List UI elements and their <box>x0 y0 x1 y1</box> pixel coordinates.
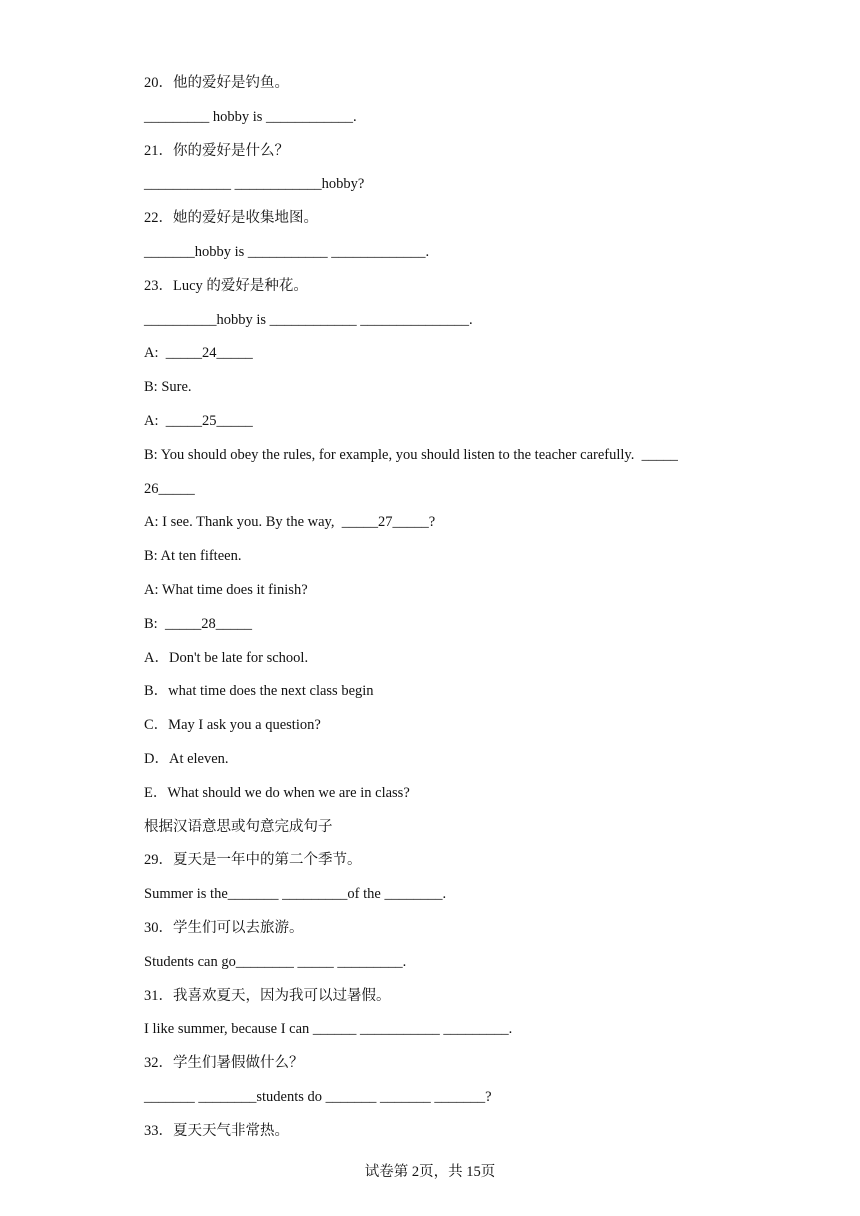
text-line: ____________ ____________hobby? <box>144 176 365 193</box>
text-line: _________ hobby is ____________. <box>144 108 357 125</box>
text-line: 26_____ <box>144 480 195 497</box>
text-line: B: Sure. <box>144 379 192 396</box>
text-line: B．what time does the next class begin <box>144 683 374 700</box>
text-line: A: _____25_____ <box>144 413 253 429</box>
text-line: B: _____28_____ <box>144 615 252 632</box>
text-line: B: You should obey the rules, for example, you should listen to the teacher carefully. _____ <box>144 446 678 463</box>
text-line: Students can go________ _____ _________. <box>144 953 407 970</box>
text-line: Summer is the_______ _________of the ________. <box>144 886 447 903</box>
text-line: 21．你的爱好是什么？ <box>144 142 289 159</box>
text-line: B: At ten fifteen. <box>144 548 242 565</box>
text-line: 根据汉语意思或句意完成句子 <box>144 818 333 835</box>
page-footer: 试卷第 2页，共 15页 <box>364 1164 496 1180</box>
text-line: 30．学生们可以去旅游。 <box>144 920 304 936</box>
text-line: 22．她的爱好是收集地图。 <box>144 210 318 227</box>
text-line: D．At eleven. <box>144 751 229 767</box>
text-line: 33．夏天天气非常热。 <box>144 1122 289 1139</box>
text-line: E．What should we do when we are in class? <box>144 784 410 801</box>
text-line: I like summer, because I can ______ ___________ _________. <box>144 1021 513 1038</box>
text-line: 31．我喜欢夏天，因为我可以过暑假。 <box>144 987 391 1004</box>
text-line: A: I see. Thank you. By the way, _____27_____? <box>144 514 436 531</box>
text-line: __________hobby is ____________ _______________. <box>144 311 473 328</box>
text-line: 20．他的爱好是钓鱼。 <box>144 75 289 91</box>
text-line: _______hobby is ___________ _____________. <box>144 244 430 260</box>
text-line: 32．学生们暑假做什么？ <box>144 1055 304 1072</box>
text-line: A: _____24_____ <box>144 345 253 362</box>
text-line: 29．夏天是一年中的第二个季节。 <box>144 852 362 869</box>
text-line: C．May I ask you a question? <box>144 717 321 734</box>
text-line: A．Don't be late for school. <box>144 649 309 666</box>
text-line: A: What time does it finish? <box>144 582 308 598</box>
text-line: _______ ________students do _______ _______ _______? <box>144 1089 492 1105</box>
text-line: 23．Lucy 的爱好是种花。 <box>144 277 308 294</box>
